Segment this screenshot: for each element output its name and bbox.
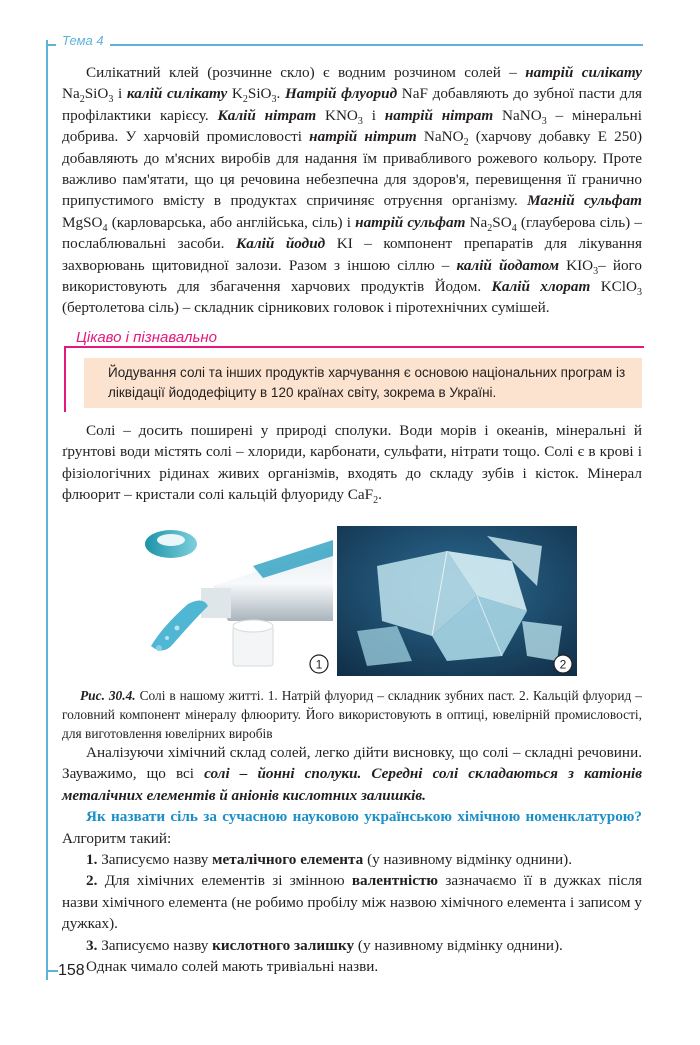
fluorite-illustration xyxy=(337,526,577,676)
naming-step-3: 3. Записуємо назву кислотного залишку (у називному відмінку однини). xyxy=(86,936,563,954)
figure-caption xyxy=(62,686,642,743)
frame-bottom-tick xyxy=(46,970,58,972)
theme-label: Тема 4 xyxy=(56,33,110,48)
paragraph-salts-uses: Силікатний клей (розчинне скло) є водним розчином солей – натрій силікату $Na_2SiO_3$ і калій силікату $K_2SiO_3$. Натрій флуорид NaF добавляють до зубної пасти для профілактики карієсу. Калій нітрат $KNO_3$ і натрій нітрат NaNO$_3$ – мінеральні добрива. У харчовій промисловості натрій нітрит NaNO$_2$ (харчову добавку E 250) добавляють до м'ясних виробів для надання їм привабливого рожевого кольору. Проте важливо пам'ятати, що ця речовина небезпечна для здоров'я, перевищення її гранично припустимого вмісту в продуктах спричиняє отруєння організму. Магній сульфат MgSO$_4$ (карловарська, або англійська, сіль) і натрій сульфат $Na_2SO_4$ (глауберова сіль) – послаблювальні засоби. Калій йодид KI – компонент препаратів для лікування захворювань щитовидної залози. Разом з іншою сіллю – калій йодатом $KIO_3-$ його використовують для збагачення харчових продуктів Йодом. Калій хлорат KClO$_3$ (бертолетова сіль) – складник сірникових головок і піротехнічних сумішей. xyxy=(62,64,643,317)
toothpaste-illustration xyxy=(133,526,333,676)
caption-label: Рис. 30.4. xyxy=(80,688,136,703)
photo-toothpaste xyxy=(133,526,333,676)
naming-closing: Однак чимало солей мають тривіальні назви. xyxy=(86,958,379,976)
fun-fact-text: Йодування солі та інших продуктів харчування є основою національних програм із ліквідації йододефіциту в 120 країнах світу, зокрема в Україні. xyxy=(108,365,626,400)
naming-step-1: 1. Записуємо назву металічного елемента (у називному відмінку однини). xyxy=(86,851,573,869)
caption-text: Солі в нашому житті. 1. Натрій флуорид – складник зубних паст. 2. Кальцій флуорид – головний компонент мінералу флюориту. Його використовують в оптиці, ювелірній промисловості, для виготовлення ювелірних виробів xyxy=(62,688,642,741)
photo-badge-1: 1 xyxy=(315,657,323,672)
frame-top-line xyxy=(47,44,643,46)
paragraph-salts-nature: Солі – досить поширені у природі сполуки. Води морів і океанів, мінеральні й ґрунтові води містять солі – хлориди, карбонати, сульфати, нітрати тощо. Солі є в крові і фізіологічних рідинах живих організмів, входять до складу зубів і кісток. Мінерал флюорит – кристали солі кальцій флуориду CaF$_2$. xyxy=(62,422,642,507)
fun-fact-line xyxy=(64,346,644,348)
photo-fluorite xyxy=(337,526,577,676)
paragraph-salts-conclusion: Аналізуючи хімічний склад солей, легко дійти висновку, що солі – складні речовини. Зауважимо, що всі солі – йонні сполуки. Середні солі складаються з катіонів металічних елементів й аніонів кислотних залишків. Як назвати сіль за сучасною науковою українською хімічною номенклатурою? Алгоритм такий: 1. Записуємо назву металічного елемента (у називному відмінку однини). 2. Для хімічних елементів зі змінною валентністю зазначаємо її в дужках після назви хімічного елемента (не робимо пробілу між назвою хімічного елемента і записом у дужках). 3. Записуємо назву кислотного залишку (у називному відмінку однини). Однак чимало солей мають тривіальні назви. xyxy=(62,742,642,977)
photo-badge-2: 2 xyxy=(559,657,567,672)
frame-left-line xyxy=(46,40,48,980)
naming-question: Як назвати сіль за сучасною науковою українською хімічною номенклатурою? xyxy=(86,808,642,826)
page-number: 158 xyxy=(58,962,85,979)
fun-fact-box xyxy=(84,358,642,408)
fun-fact-vline xyxy=(64,346,66,412)
fun-fact-heading: Цікаво і пізнавально xyxy=(76,329,223,346)
naming-step-2: 2. Для хімічних елементів зі змінною валентністю зазначаємо її в дужках після назви хімічного елемента (не робимо пробілу між назвою хімічного елемента і записом у дужках). xyxy=(62,872,642,933)
